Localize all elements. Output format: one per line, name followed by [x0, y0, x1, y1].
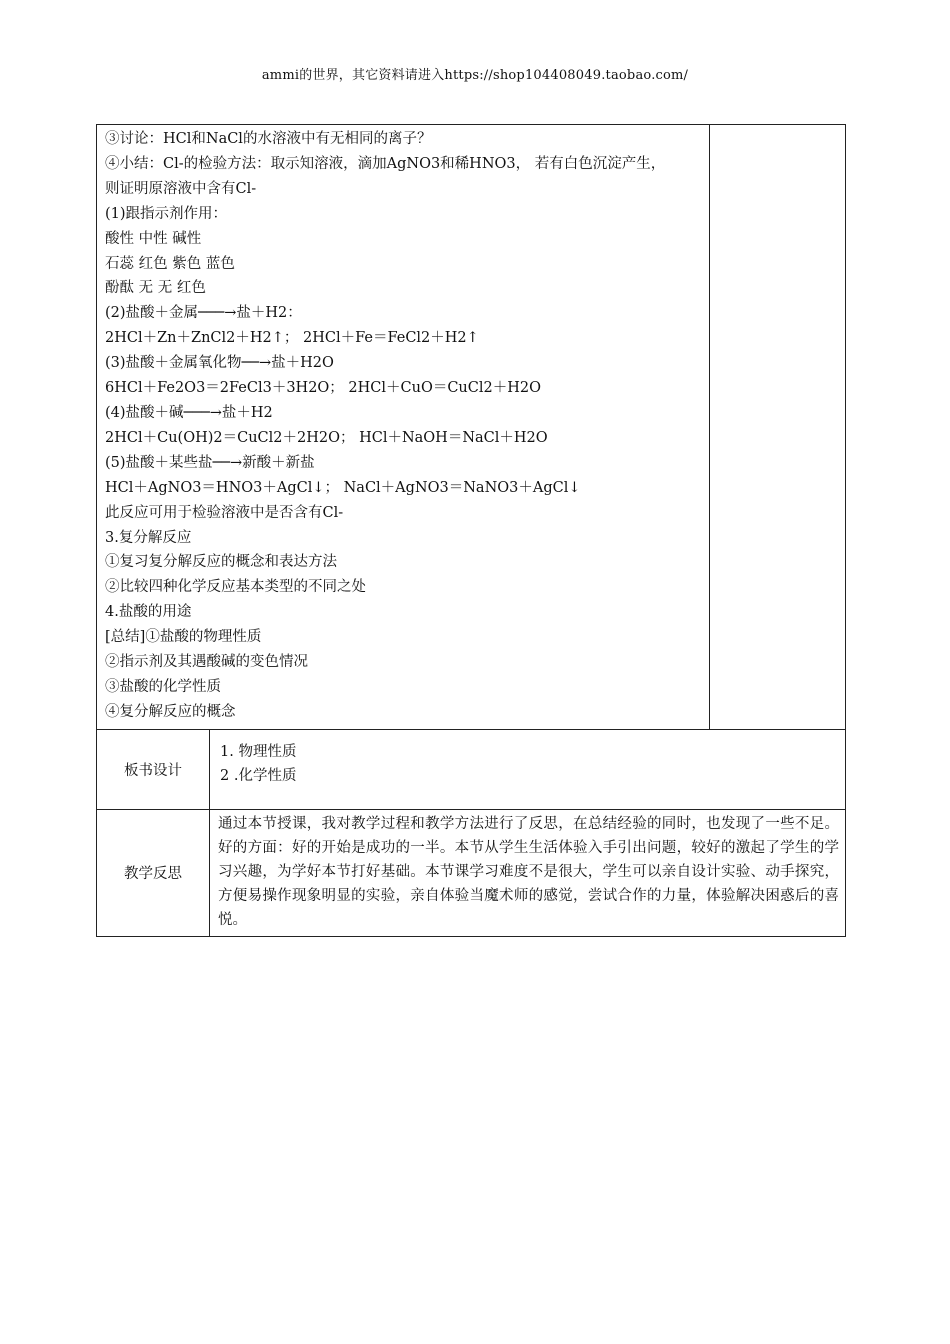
lesson-line: 4.盐酸的用途 [105, 604, 192, 621]
lesson-line: 2HCl＋Cu(OH)2＝CuCl2＋2H2O； HCl＋NaOH＝NaCl＋H2O [105, 429, 548, 446]
lesson-line: [总结]①盐酸的物理性质 [105, 629, 262, 646]
lesson-line: 酚酞 无 无 红色 [105, 280, 206, 297]
board-design-label: 板书设计 [97, 729, 210, 809]
lesson-line: 酸性 中性 碱性 [105, 230, 202, 247]
lesson-line: 6HCl＋Fe2O3＝2FeCl3＋3H2O； 2HCl＋CuO＝CuCl2＋H2O [105, 380, 541, 397]
board-item-2: 2 .化学性质 [220, 767, 297, 784]
lesson-line: ③讨论：HCl和NaCl的水溶液中有无相同的离子？ [105, 131, 432, 147]
reflection-content [210, 809, 846, 936]
lesson-line: ②比较四种化学反应基本类型的不同之处 [105, 579, 366, 596]
reflection-label: 教学反思 [97, 809, 210, 936]
lesson-line: ④复分解反应的概念 [105, 703, 236, 720]
board-item-1: 1. 物理性质 [220, 743, 297, 760]
board-design-row [97, 729, 846, 809]
lesson-line: 此反应可用于检验溶液中是否含有Cl- [105, 504, 344, 521]
lesson-line: HCl＋AgNO3＝HNO3＋AgCl↓； NaCl＋AgNO3＝NaNO3＋AgCl↓ [105, 479, 581, 496]
board-design-content [210, 729, 846, 809]
lesson-line: (5)盐酸＋某些盐──→新酸＋新盐 [105, 454, 315, 471]
lesson-content-cell [97, 125, 710, 730]
lesson-table [96, 124, 846, 937]
lesson-row [97, 125, 846, 730]
lesson-line: (2)盐酸＋金属───→盐＋H2： [105, 305, 302, 322]
lesson-line: ①复习复分解反应的概念和表达方法 [105, 554, 337, 571]
lesson-line: (4)盐酸＋碱───→盐＋H2 [105, 404, 273, 421]
lesson-line: (3)盐酸＋金属氧化物──→盐＋H2O [105, 355, 334, 372]
notes-cell [710, 125, 846, 730]
lesson-line: 2HCl＋Zn＋ZnCl2＋H2↑； 2HCl＋Fe＝FeCl2＋H2↑ [105, 330, 479, 347]
lesson-line: ④小结：Cl-的检验方法：取示知溶液，滴加AgNO3和稀HNO3， 若有白色沉淀产生， [105, 155, 666, 172]
lesson-line: 3.复分解反应 [105, 529, 192, 546]
reflection-row [97, 809, 846, 936]
page-header: ammi的世界，其它资料请进入https://shop104408049.taobao.com/ [261, 68, 689, 83]
lesson-line: ③盐酸的化学性质 [105, 678, 221, 695]
lesson-line: 石蕊 红色 紫色 蓝色 [105, 255, 235, 272]
lesson-line: (1)跟指示剂作用： [105, 205, 228, 222]
lesson-line: 则证明原溶液中含有Cl- [105, 180, 257, 197]
lesson-lines [97, 125, 709, 729]
lesson-line: ②指示剂及其遇酸碱的变色情况 [105, 654, 308, 671]
reflection-text: 通过本节授课，我对教学过程和教学方法进行了反思，在总结经验的同时，也发现了一些不足。好的方面：好的开始是成功的一半。本节从学生生活体验入手引出问题，较好的激起了学生的学习兴趣，为学好本节打好基础。本节课学习难度不是很大，学生可以亲自设计实验、动手探究，方便易操作现象明显的实验，亲自体验当魔术师的感觉，尝试合作的力量，体验解决困惑后的喜悦。 [218, 815, 839, 928]
